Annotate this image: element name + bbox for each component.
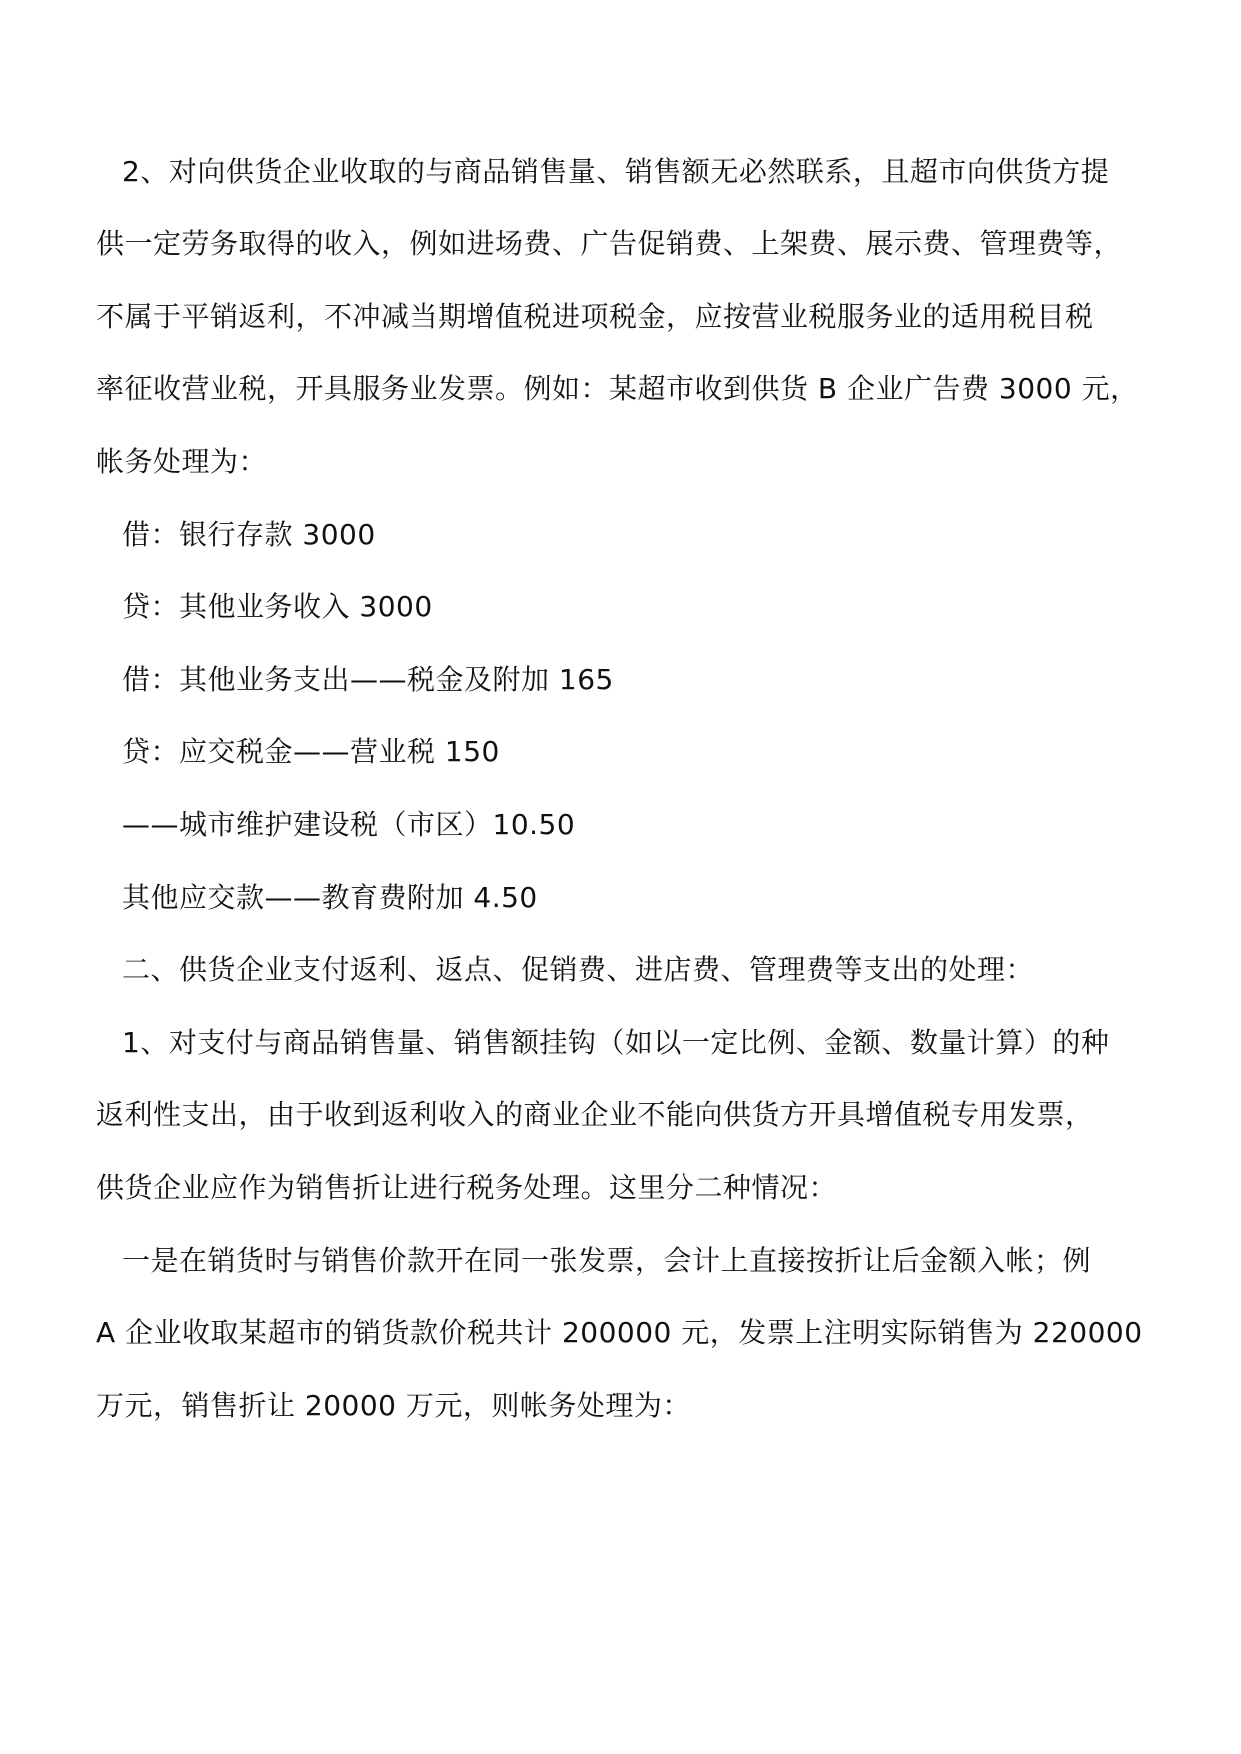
paragraph-line: A 企业收取某超市的销货款价税共计 200000 元，发票上注明实际销售为 220000 bbox=[96, 1316, 1143, 1349]
paragraph-line: 一是在销货时与销售价款开在同一张发票，会计上直接按折让后金额入帐；例 bbox=[122, 1244, 1092, 1277]
section-heading: 二、供货企业支付返利、返点、促销费、进店费、管理费等支出的处理： bbox=[122, 953, 1035, 986]
paragraph-line: 帐务处理为： bbox=[96, 445, 268, 478]
journal-entry: ——城市维护建设税（市区）10.50 bbox=[122, 808, 576, 841]
paragraph-line: 1、对支付与商品销售量、销售额挂钩（如以一定比例、金额、数量计算）的种 bbox=[122, 1026, 1110, 1059]
journal-entry: 其他应交款——教育费附加 4.50 bbox=[122, 881, 538, 914]
paragraph-line: 不属于平销返利，不冲减当期增值税进项税金，应按营业税服务业的适用税目税 bbox=[96, 300, 1094, 333]
paragraph-line: 2、对向供货企业收取的与商品销售量、销售额无必然联系，且超市向供货方提 bbox=[122, 155, 1110, 188]
paragraph-line: 供一定劳务取得的收入，例如进场费、广告促销费、上架费、展示费、管理费等， bbox=[96, 227, 1123, 260]
journal-entry: 贷：其他业务收入 3000 bbox=[122, 590, 433, 623]
journal-entry: 贷：应交税金——营业税 150 bbox=[122, 735, 500, 768]
paragraph-line: 供货企业应作为销售折让进行税务处理。这里分二种情况： bbox=[96, 1171, 838, 1204]
paragraph-line: 万元，销售折让 20000 万元，则帐务处理为： bbox=[96, 1389, 691, 1422]
journal-entry: 借：银行存款 3000 bbox=[122, 518, 376, 551]
journal-entry: 借：其他业务支出——税金及附加 165 bbox=[122, 663, 614, 696]
paragraph-line: 返利性支出，由于收到返利收入的商业企业不能向供货方开具增值税专用发票， bbox=[96, 1098, 1094, 1131]
paragraph-line: 率征收营业税，开具服务业发票。例如：某超市收到供货 B 企业广告费 3000 元， bbox=[96, 372, 1139, 405]
